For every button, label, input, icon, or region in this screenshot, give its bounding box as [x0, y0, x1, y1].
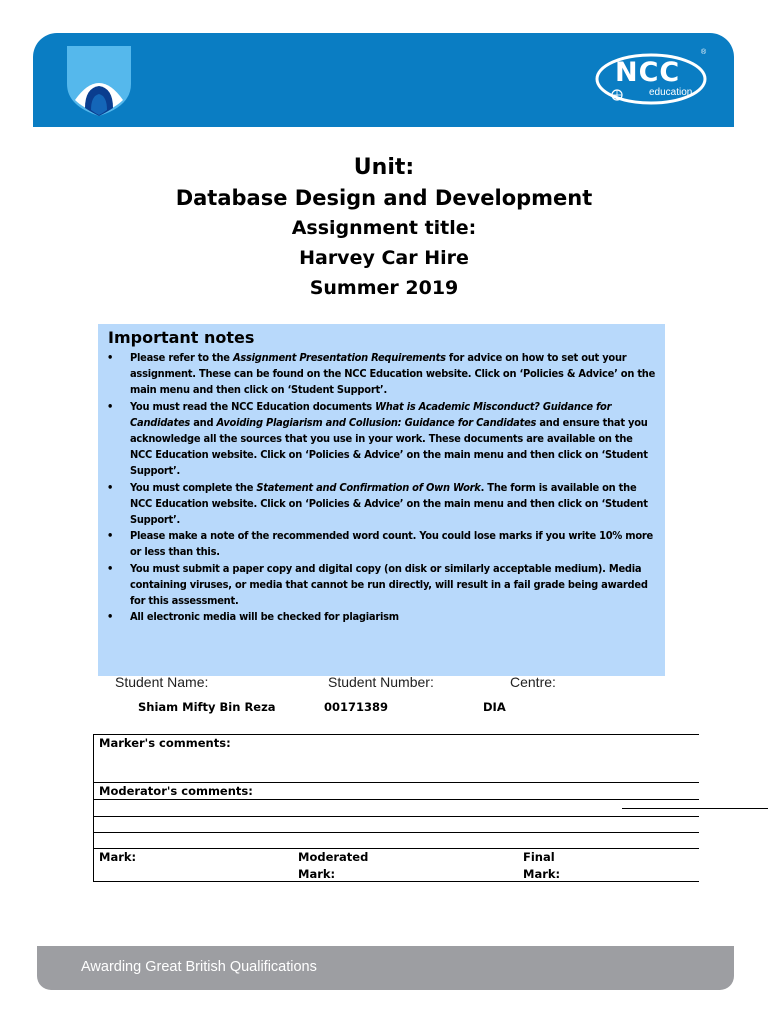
grid-line	[93, 832, 699, 833]
student-name-value: Shiam Mifty Bin Reza	[138, 700, 276, 714]
note-item-text: You must complete the	[130, 480, 257, 494]
footer-tagline: Awarding Great British Qualifications	[81, 959, 317, 975]
note-item	[106, 399, 658, 480]
moderated-label: Moderated	[298, 850, 369, 864]
moderator-comments-label: Moderator's comments:	[99, 784, 253, 798]
note-item-text: and	[190, 415, 217, 429]
student-name-label: Student Name:	[115, 674, 209, 690]
note-item-emphasis: Assignment Presentation Requirements	[232, 351, 446, 364]
note-item-text: You must submit a paper copy and digital copy (on disk or similarly acceptable medium). Media containing viruses, or media that cannot be run directly, will result in a fail grade being awarded for this assessment.	[130, 561, 648, 608]
grid-line	[622, 808, 768, 809]
ncc-logo-sub-text: education	[649, 87, 693, 98]
note-item-text: All electronic media will be checked for plagiarism	[130, 610, 399, 624]
note-item	[106, 561, 658, 610]
footer-bar	[37, 946, 734, 990]
session-label: Summer 2019	[309, 277, 459, 299]
note-item-text: You must read the NCC Education documents	[130, 399, 376, 413]
note-item-text: . The form is available on the NCC Education website. Click on ‘Policies & Advice’ on the main menu and then click on ‘Student Support’.	[130, 480, 648, 527]
important-notes-list	[106, 350, 658, 625]
final-label: Final	[523, 850, 555, 864]
note-item-text: Please refer to the	[130, 351, 233, 364]
unit-label: Unit:	[353, 155, 415, 180]
grid-line	[93, 799, 699, 800]
important-notes-heading: Important notes	[108, 328, 255, 347]
student-number-label: Student Number:	[328, 674, 434, 690]
note-item	[106, 528, 658, 560]
note-item-emphasis: What is Academic Misconduct? Guidance for Candidates	[130, 399, 612, 429]
final-mark-label: Mark:	[523, 867, 561, 881]
grid-line	[93, 782, 699, 783]
student-number-value: 00171389	[324, 700, 389, 714]
note-item-emphasis: Avoiding Plagiarism and Collusion: Guidance for Candidates	[216, 415, 537, 429]
marker-comments-label: Marker's comments:	[99, 736, 231, 750]
note-item-text: Please make a note of the recommended word count. You could lose marks if you write 10% more or less than this.	[130, 529, 653, 559]
grid-line	[93, 848, 699, 849]
ncc-education-logo	[593, 47, 713, 111]
centre-value: DIA	[483, 700, 506, 714]
mark-label: Mark:	[99, 850, 137, 864]
note-item	[106, 609, 658, 625]
assignment-label: Assignment title:	[291, 217, 477, 239]
note-item	[106, 350, 658, 399]
grid-line	[93, 881, 699, 882]
ncc-logo-main-text: NCC	[615, 57, 681, 88]
registered-mark: ®	[701, 49, 707, 56]
grid-line	[93, 734, 699, 735]
unit-name: Database Design and Development	[175, 186, 593, 210]
centre-label: Centre:	[510, 674, 556, 690]
title-block	[0, 153, 768, 303]
note-item-text: NCC Education website. Click on ‘Policies & Advice’ on the main menu and then click on ‘Student Support’.	[130, 448, 648, 478]
note-item-emphasis: Statement and Confirmation of Own Work	[256, 480, 481, 494]
note-item-text: for advice on how to set out your assignment. These can be found on the NCC Education website. Click on ‘Policies & Advice’ on the main menu and then click on ‘Student Support’.	[130, 351, 656, 397]
note-item	[106, 480, 658, 529]
header-banner	[33, 33, 734, 127]
important-notes-box	[98, 324, 665, 676]
assignment-name: Harvey Car Hire	[299, 247, 469, 269]
grid-line	[93, 816, 699, 817]
grid-left-border	[93, 734, 94, 882]
note-item-text: and ensure that you acknowledge all the sources that you use in your work. These documents are available on the	[130, 415, 648, 446]
shield-logo-icon	[67, 46, 131, 116]
moderated-mark-label: Mark:	[298, 867, 336, 881]
